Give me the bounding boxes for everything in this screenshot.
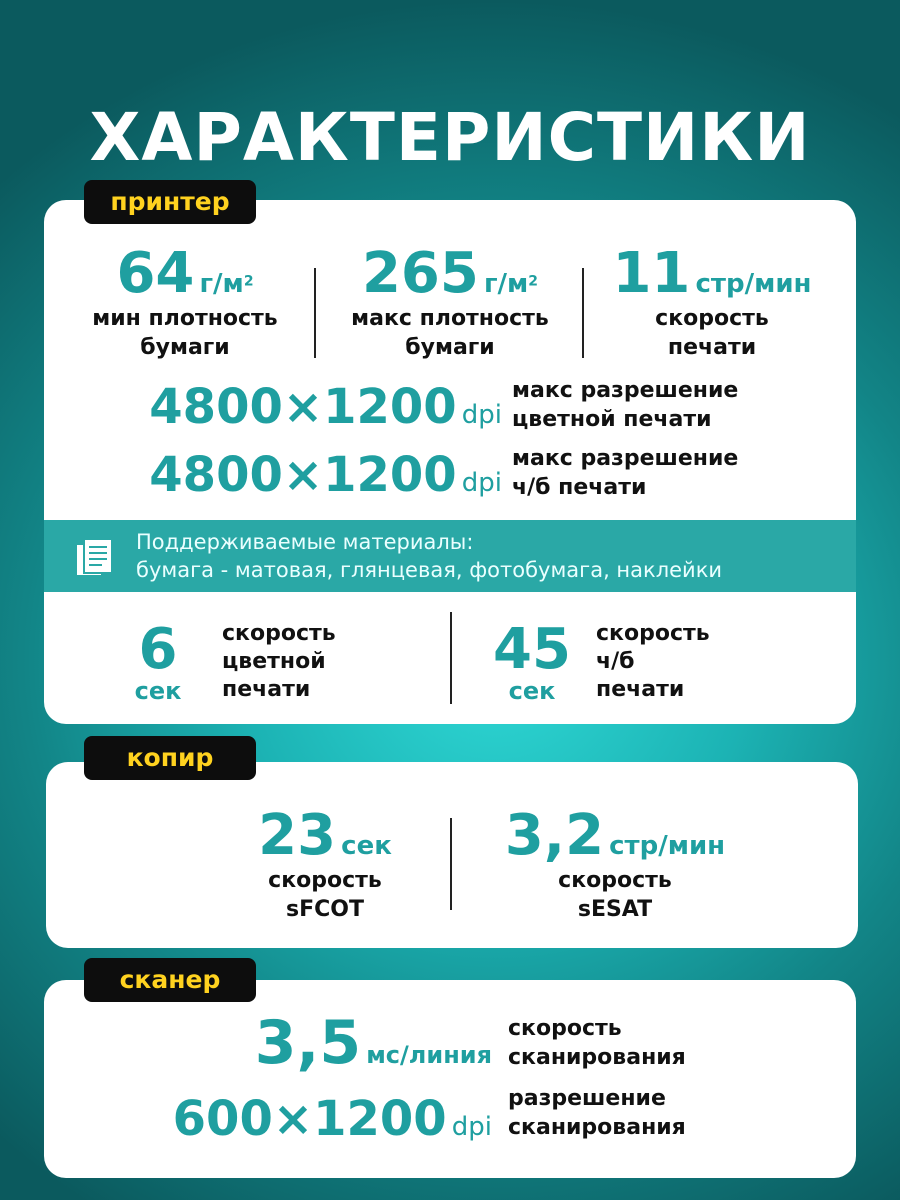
stat-unit: г/м bbox=[199, 269, 244, 299]
speed-color-value bbox=[110, 617, 206, 705]
stat-label: бумаги bbox=[140, 335, 230, 360]
stat-max-density bbox=[322, 241, 578, 362]
speed-bw-label bbox=[596, 620, 816, 704]
divider bbox=[582, 268, 584, 358]
scanner-tag: сканер bbox=[84, 958, 256, 1002]
stat-value: 64 bbox=[116, 241, 195, 306]
speed-bw-value bbox=[484, 617, 580, 705]
printer-tag: принтер bbox=[84, 180, 256, 224]
stat-sup: 2 bbox=[243, 273, 254, 290]
page-title: ХАРАКТЕРИСТИКИ bbox=[89, 99, 811, 176]
scan-unit: dpi bbox=[451, 1112, 492, 1142]
speed-label: скорость bbox=[596, 621, 710, 646]
speed-unit: сек bbox=[134, 677, 182, 705]
stat-print-speed bbox=[592, 241, 832, 362]
scan-unit: мс/линия bbox=[366, 1041, 492, 1069]
materials-title: Поддерживаемые материалы: bbox=[136, 530, 474, 554]
divider bbox=[450, 818, 452, 910]
copier-sfcot bbox=[200, 803, 450, 924]
stat-label: бумаги bbox=[405, 335, 495, 360]
stat-label: скорость bbox=[558, 868, 672, 893]
copier-sesat bbox=[480, 803, 750, 924]
resolution-unit: dpi bbox=[461, 400, 502, 430]
scan-label: разрешение bbox=[508, 1086, 666, 1111]
stat-value: 3,2 bbox=[504, 803, 605, 868]
divider bbox=[450, 612, 452, 704]
resolution-label: макс разрешение bbox=[512, 446, 739, 471]
resolution-label: цветной печати bbox=[512, 407, 712, 432]
stat-value: 11 bbox=[612, 241, 691, 306]
materials-list: бумага - матовая, глянцевая, фотобумага, наклейки bbox=[136, 558, 723, 582]
stat-label: sFCOT bbox=[286, 897, 364, 922]
speed-color-label bbox=[222, 620, 442, 704]
speed-label: печати bbox=[596, 677, 685, 702]
speed-number: 45 bbox=[493, 617, 571, 682]
scan-number: 600×1200 bbox=[172, 1091, 447, 1147]
stat-sup: 2 bbox=[528, 273, 539, 290]
stat-value: 23 bbox=[258, 803, 337, 868]
scan-speed-label bbox=[508, 1014, 808, 1072]
scan-label: сканирования bbox=[508, 1115, 686, 1140]
speed-label: печати bbox=[222, 677, 311, 702]
scan-resolution-value bbox=[140, 1090, 492, 1148]
speed-number: 6 bbox=[138, 617, 178, 682]
stat-label: печати bbox=[667, 335, 757, 360]
stat-unit: стр/мин bbox=[609, 831, 726, 861]
speed-label: цветной bbox=[222, 649, 326, 674]
scan-label: скорость bbox=[508, 1016, 622, 1041]
stat-value: 265 bbox=[361, 241, 479, 306]
stat-unit: стр/мин bbox=[695, 269, 812, 299]
resolution-label: макс разрешение bbox=[512, 378, 739, 403]
stat-label: макс плотность bbox=[351, 306, 549, 331]
resolution-color-label bbox=[512, 376, 812, 434]
stat-label: мин плотность bbox=[92, 306, 278, 331]
resolution-color-value bbox=[132, 380, 502, 434]
scan-resolution-label bbox=[508, 1084, 808, 1142]
scan-label: сканирования bbox=[508, 1045, 686, 1070]
speed-label: скорость bbox=[222, 621, 336, 646]
scan-number: 3,5 bbox=[254, 1008, 362, 1078]
stat-min-density bbox=[60, 241, 310, 362]
resolution-number: 4800×1200 bbox=[149, 379, 457, 435]
stat-label: скорость bbox=[268, 868, 382, 893]
copier-tag: копир bbox=[84, 736, 256, 780]
documents-icon bbox=[72, 534, 120, 582]
divider bbox=[314, 268, 316, 358]
resolution-label: ч/б печати bbox=[512, 475, 647, 500]
scan-speed-value bbox=[150, 1010, 492, 1076]
resolution-bw-label bbox=[512, 444, 812, 502]
speed-unit: сек bbox=[508, 677, 556, 705]
stat-unit: г/м bbox=[483, 269, 529, 299]
stat-unit: сек bbox=[341, 831, 392, 861]
speed-label: ч/б bbox=[596, 649, 635, 674]
stat-label: скорость bbox=[655, 306, 769, 331]
stat-label: sESAT bbox=[577, 897, 653, 922]
resolution-number: 4800×1200 bbox=[149, 447, 457, 503]
materials-band bbox=[44, 520, 856, 592]
resolution-bw-value bbox=[132, 448, 502, 502]
resolution-unit: dpi bbox=[461, 468, 502, 498]
